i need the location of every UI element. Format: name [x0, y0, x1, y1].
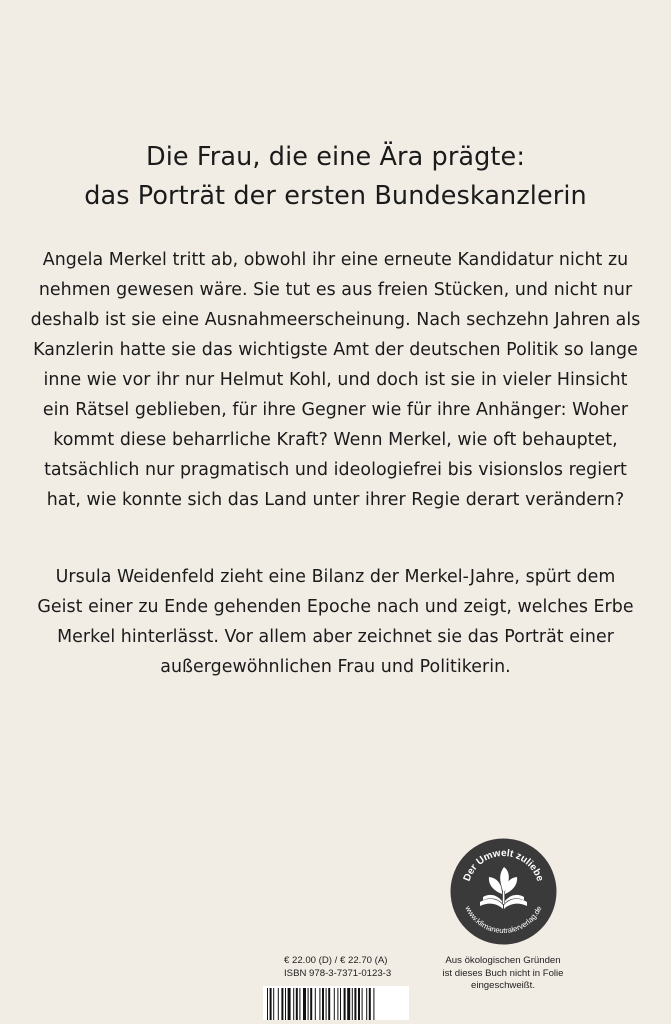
barcode-bar: [362, 988, 363, 1020]
price-text: € 22.00 (D) / € 22.70 (A): [284, 955, 388, 966]
badge-top-text: Der Umwelt zuliebe: [461, 847, 546, 883]
barcode-bar: [303, 988, 306, 1020]
eco-note: [415, 955, 591, 993]
barcode-bar: [267, 988, 268, 1020]
barcode-bar: [337, 988, 338, 1020]
barcode-bar: [296, 988, 298, 1020]
paragraph-line: tatsächlich nur pragmatisch und ideologiefrei bis visionslos regiert: [44, 460, 627, 480]
barcode-bar: [340, 988, 341, 1020]
barcode-bar: [358, 988, 360, 1020]
barcode-bar: [285, 988, 286, 1020]
barcode-bar: [347, 988, 350, 1020]
barcode-bar: [319, 988, 320, 1020]
climate-neutral-badge: [450, 838, 557, 945]
barcode-bars: [263, 986, 409, 1020]
barcode-bar: [354, 988, 356, 1020]
paragraph-line: deshalb ist sie eine Ausnahmeerscheinung. Nach sechzehn Jahren als: [30, 310, 641, 330]
isbn-text: ISBN 978-3-7371-0123-3: [284, 967, 392, 979]
barcode-bar: [293, 988, 294, 1020]
barcode-bar: [344, 988, 346, 1020]
barcode-bar: [308, 988, 309, 1020]
eco-note-line-1: Aus ökologischen Gründen: [445, 955, 561, 966]
barcode: [263, 986, 409, 1020]
barcode-bar: [281, 988, 283, 1020]
barcode-bar: [373, 988, 374, 1020]
blurb-paragraph-1: [0, 245, 671, 515]
paragraph-line: hat, wie konnte sich das Land unter ihrer Regie derart verändern?: [46, 490, 625, 510]
price-isbn-block: [284, 955, 391, 980]
barcode-bar: [366, 988, 367, 1020]
barcode-bar: [270, 988, 272, 1020]
paragraph-line: Kanzlerin hatte sie das wichtigste Amt der deutschen Politik so lange: [33, 340, 638, 360]
barcode-bar: [326, 988, 327, 1020]
barcode-bar: [288, 988, 291, 1020]
paragraph-line: Angela Merkel tritt ab, obwohl ihr eine erneute Kandidatur nicht zu: [42, 250, 629, 270]
eco-note-line-2: ist dieses Buch nicht in Folie: [442, 967, 564, 979]
paragraph-line: Merkel hinterlässt. Vor allem aber zeichnet sie das Porträt einer: [57, 627, 614, 647]
paragraph-line: außergewöhnlichen Frau und Politikerin.: [160, 657, 511, 677]
barcode-bar: [352, 988, 353, 1020]
barcode-bar: [315, 988, 316, 1020]
paragraph-line: ein Rätsel geblieben, für ihre Gegner wie für ihre Anhänger: Woher: [42, 400, 629, 420]
barcode-bar: [328, 988, 330, 1020]
paragraph-line: nehmen gewesen wäre. Sie tut es aus freien Stücken, und nicht nur: [38, 280, 633, 300]
barcode-bar: [369, 988, 371, 1020]
paragraph-line: inne wie vor ihr nur Helmut Kohl, und doch ist sie in vieler Hinsicht: [43, 370, 628, 390]
barcode-bar: [322, 988, 324, 1020]
barcode-bar: [310, 988, 312, 1020]
barcode-bar: [278, 988, 279, 1020]
barcode-bar: [299, 988, 300, 1020]
paragraph-line: Geist einer zu Ende gehenden Epoche nach und zeigt, welches Erbe: [37, 597, 634, 617]
headline-line-2: das Porträt der ersten Bundeskanzlerin: [84, 181, 587, 211]
eco-note-line-3: eingeschweißt.: [471, 980, 535, 991]
paragraph-line: Ursula Weidenfeld zieht eine Bilanz der Merkel-Jahre, spürt dem: [55, 567, 616, 587]
headline-line-1: Die Frau, die eine Ära prägte:: [145, 142, 526, 172]
blurb-paragraph-2: [0, 562, 671, 682]
headline: [0, 138, 671, 216]
badge-bottom-text: www.klimaneutralerverlag.de: [463, 904, 544, 936]
barcode-bar: [334, 988, 335, 1020]
paragraph-line: kommt diese beharrliche Kraft? Wenn Merkel, wie oft behauptet,: [53, 430, 618, 450]
barcode-bar: [273, 988, 274, 1020]
